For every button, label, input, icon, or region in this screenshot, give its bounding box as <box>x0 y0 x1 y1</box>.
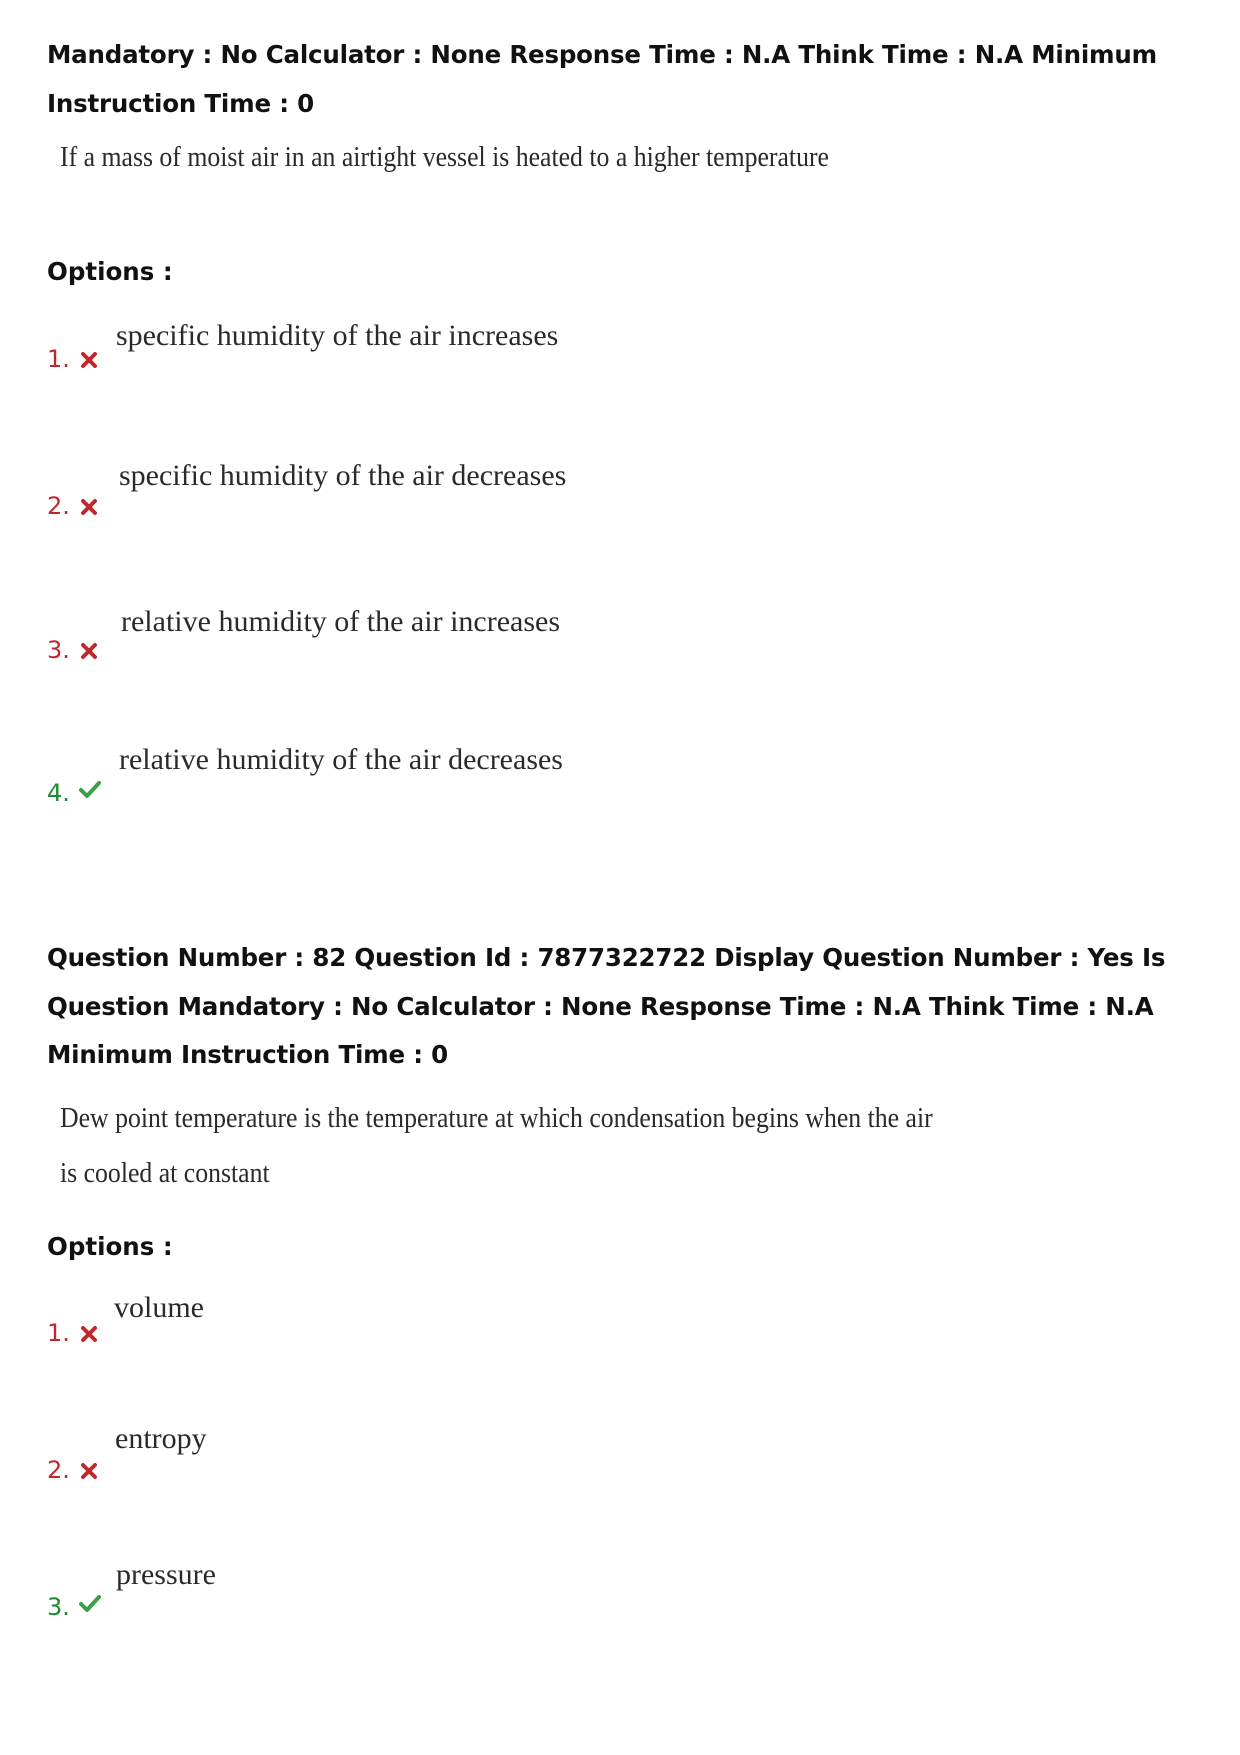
cross-icon <box>78 496 100 518</box>
option-number: 2. <box>47 492 70 520</box>
cross-icon <box>78 640 100 662</box>
option-text: relative humidity of the air increases <box>121 605 560 638</box>
cross-icon <box>78 1460 100 1482</box>
option-number: 2. <box>47 1456 70 1484</box>
check-icon <box>78 1592 102 1614</box>
option-number: 3. <box>47 1593 70 1621</box>
option-text: entropy <box>115 1422 207 1455</box>
question-text-line: If a mass of moist air in an airtight vessel is heated to a higher temperature <box>60 142 829 173</box>
option-text: volume <box>114 1291 204 1324</box>
option-number: 1. <box>47 1319 70 1347</box>
option-number: 1. <box>47 345 70 373</box>
option-number: 3. <box>47 636 70 664</box>
cross-icon <box>78 1323 100 1345</box>
option-text: relative humidity of the air decreases <box>119 743 563 776</box>
option-text: pressure <box>116 1558 216 1591</box>
option-text: specific humidity of the air increases <box>116 319 559 352</box>
cross-icon <box>78 349 100 371</box>
options-label: Options : <box>47 1232 173 1261</box>
question-text <box>60 1091 1072 1201</box>
check-icon <box>78 778 102 800</box>
question-meta-header: Question Number : 82 Question Id : 7877322722 Display Question Number : Yes Is Question Mandatory : No Calculator : None Response Time : N.A Think Time : N.A Minimum Instruction Time : 0 <box>47 943 1166 1069</box>
question-meta-header: Mandatory : No Calculator : None Response Time : N.A Think Time : N.A Minimum Instruction Time : 0 <box>47 40 1157 118</box>
question-text <box>60 130 1072 185</box>
question-text-line: is cooled at constant <box>60 1158 270 1189</box>
question-text-line: Dew point temperature is the temperature at which condensation begins when the air <box>60 1103 933 1134</box>
option-text: specific humidity of the air decreases <box>119 459 567 492</box>
options-label: Options : <box>47 257 173 286</box>
option-number: 4. <box>47 779 70 807</box>
